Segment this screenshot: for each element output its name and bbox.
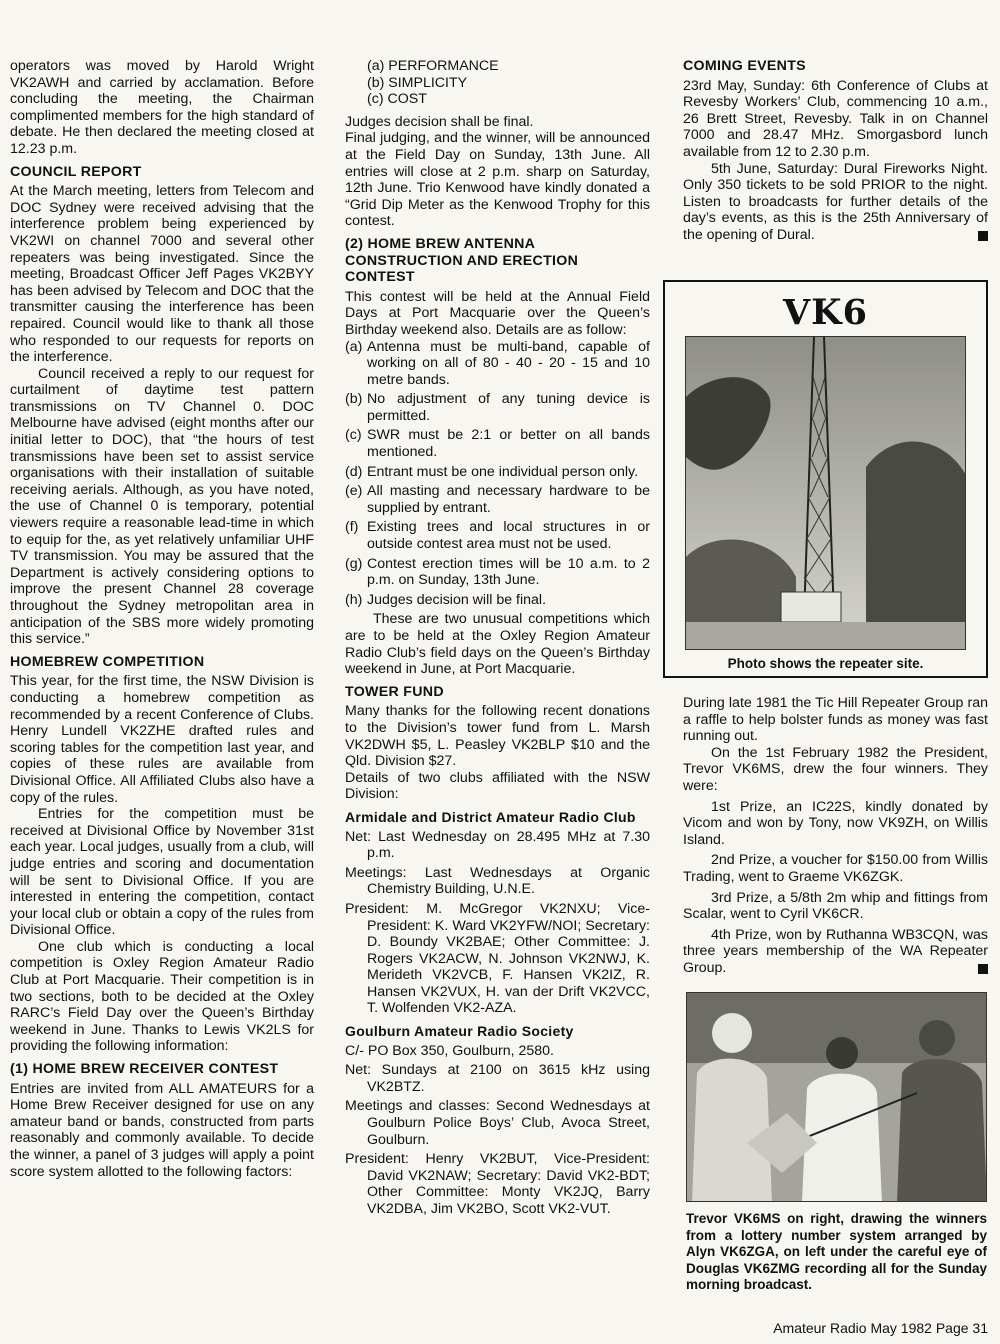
paragraph: These are two unusual competitions which are to be held at the Oxley Region Amateur Radio Club’s field days on the Queen’s Birthday weekend in June, at Port Macquarie.: [345, 611, 650, 678]
paragraph: Entries for the competition must be received at Divisional Office by November 31st each year. Local judges, usually from a club, will judge entries and scoring and documentation will be sent to Divisional Office. If you are interested in entering the competition, contact your local club or obtain a copy of the rules from Divisional Office.: [10, 806, 314, 939]
end-mark-icon: [978, 964, 988, 974]
paragraph: 5th June, Saturday: Dural Fireworks Night. Only 350 tickets to be sold PRIOR to the night. Listen to broadcasts for further details of the day’s events, as this is the 25th Anniversary of the opening of Dural.: [683, 160, 988, 243]
list-item: (b) SIMPLICITY: [367, 74, 468, 91]
people-illustration: [687, 993, 987, 1202]
paragraph: 1st Prize, an IC22S, kindly donated by Vicom and won by Tony, now VK9ZH, on Willis Island.: [683, 798, 988, 848]
heading-goulburn-society: Goulburn Amateur Radio Society: [345, 1023, 574, 1040]
paragraph: This contest will be held at the Annual Field Days at Port Macquarie over the Queen’s Birthday weekend also. Details are as follow:: [345, 288, 650, 338]
club-address: C/- PO Box 350, Goulburn, 2580.: [345, 1042, 554, 1059]
club-committee: President: Henry VK2BUT, Vice-President: David VK2NAW; Secretary: David VK2-BDT; Other Committee: Monty VK2JQ, Barry VK2DBA, Jim VK2BO, Scott VK2-VUT.: [345, 1151, 650, 1217]
vk6-repeater-box: [663, 280, 988, 678]
paragraph: One club which is conducting a local competition is Oxley Region Amateur Radio Club at Port Macquarie. Their competition is in two sections, both to be decided at the Oxley RARC’s Field Day over the Queen’s Birthday weekend in June. Thanks to Lewis VK2LS for providing the following information:: [10, 938, 314, 1055]
winners-draw-photo: [686, 992, 987, 1202]
club-net: Net: Last Wednesday on 28.495 MHz at 7.30 p.m.: [345, 828, 650, 862]
box-title: VK6: [783, 292, 868, 333]
column-2: [345, 58, 650, 1221]
list-item: (h) Judges decision will be final.: [345, 591, 547, 608]
paragraph: On the 1st February 1982 the President, Trevor VK6MS, drew the four winners. They were:: [683, 744, 988, 794]
heading-homebrew-competition: HOMEBREW COMPETITION: [10, 653, 205, 670]
paragraph: Details of two clubs affiliated with the NSW Division:: [345, 769, 650, 803]
club-committee: President: M. McGregor VK2NXU; Vice-President: K. Ward VK2YFW/NOI; Secretary: D. Boundy VK2BAE; Other Committee: J. Rogers VK2ACW, N. Johnson VK2NWJ, K. Merideth VK2VCB, F. Hansen VK2IZ, R. Hansen VK2VUX, H. van der Drift VK2VCC, T. Wolfenden VK2-AZA.: [345, 900, 650, 1017]
heading-antenna-contest: (2) HOME BREW ANTENNA CONSTRUCTION AND ERECTION CONTEST: [345, 235, 579, 286]
heading-council-report: COUNCIL REPORT: [10, 163, 142, 180]
photo-caption: Trevor VK6MS on right, drawing the winners from a lottery number system arranged by Alyn VK6ZGA, on left under the careful eye of Douglas VK6ZMG recording all for the Sunday morning broadcast.: [686, 1211, 987, 1292]
page-footer: Amateur Radio May 1982 Page 31: [773, 1320, 988, 1336]
list-item: (f) Existing trees and local structures in or outside contest area must not be used.: [345, 519, 650, 553]
list-item: (a) Antenna must be multi-band, capable of working on all of 80 - 40 - 20 - 15 and 10 metre bands.: [345, 338, 650, 388]
tower-illustration: [686, 337, 966, 650]
column-1: [10, 58, 314, 1180]
list-item: (c) SWR must be 2:1 or better on all bands mentioned.: [345, 427, 650, 461]
paragraph: 2nd Prize, a voucher for $150.00 from Willis Trading, went to Graeme VK6ZGK.: [683, 852, 988, 885]
paragraph: During late 1981 the Tic Hill Repeater Group ran a raffle to help bolster funds as money was fast running out.: [683, 695, 988, 745]
heading-coming-events: COMING EVENTS: [683, 58, 806, 74]
club-net: Net: Sundays at 2100 on 3615 kHz using VK2BTZ.: [345, 1062, 650, 1095]
club-meetings: Meetings: Last Wednesdays at Organic Chemistry Building, U.N.E.: [345, 864, 650, 898]
column-3: [683, 58, 988, 244]
list-item: (d) Entrant must be one individual person only.: [345, 463, 639, 480]
factor-list: [345, 58, 650, 108]
heading-tower-fund: TOWER FUND: [345, 683, 444, 700]
paragraph: Council received a reply to our request for curtailment of daytime test pattern transmissions on TV Channel 0. DOC Melbourne have advised (eight months after our initial letter to DOC), that “the hours of test transmissions have been set to assist service organisations with their installation of suitable receiving aerials. Although, as you have noted, the use of Channel 0 is temporary, potential viewers require a reasonable lead-time in which to equip for the, as yet relatively unfamiliar UHF TV transmission. You may be assured that the Department is actively considering options to improve the present Channel 28 coverage throughout the Sydney metropolitan area in anticipation of the SBS more widely promoting this service.”: [10, 365, 314, 648]
paragraph: At the March meeting, letters from Telecom and DOC Sydney were received advising that the interference problem being experienced by VK2WI on channel 7000 and several other repeaters was being investigated. Since the meeting, Broadcast Officer Jeff Pages VK2BYY has been advised by Telecom and DOC that the transmitter causing the interference has been repaired. Council would like to thank all those who responded to our requests for reports on the interference.: [10, 183, 314, 366]
column-3-lower: [683, 695, 988, 977]
heading-receiver-contest: (1) HOME BREW RECEIVER CONTEST: [10, 1061, 279, 1078]
paragraph: Many thanks for the following recent donations to the Division’s tower fund from L. Marsh VK2DWH $5, L. Peasley VK2BLP $10 and the Qld. Division $27.: [345, 703, 650, 770]
photo-caption: Photo shows the repeater site.: [727, 656, 924, 671]
club-meetings: Meetings and classes: Second Wednesdays at Goulburn Police Boys’ Club, Avoca Street, Goulburn.: [345, 1098, 650, 1148]
heading-armidale-club: Armidale and District Amateur Radio Club: [345, 808, 636, 825]
list-item: (a) PERFORMANCE: [367, 58, 499, 74]
paragraph: This year, for the first time, the NSW Division is conducting a homebrew competition as recommended by a recent Conference of Clubs. Henry Lundell VK2ZHE drafted rules and scoring tables for the competition last year, and copies of these rules are available from Divisional Office. All Affiliated Clubs also have a copy of the rules.: [10, 673, 314, 806]
paragraph: Judges decision shall be final.: [345, 113, 534, 130]
paragraph: Entries are invited from ALL AMATEURS for a Home Brew Receiver designed for use on any amateur band or bands, constructed from parts reasonably and commonly available. To decide the winner, a panel of 3 judges will apply a point score system allotted to the following factors:: [10, 1080, 314, 1180]
paragraph: 23rd May, Sunday: 6th Conference of Clubs at Revesby Workers’ Club, commencing 10 a.m., 26 Brett Street, Revesby. Talk in on Channel 7000 and 28.47 MHz. Smorgasbord lunch available from 12 to 2.30 p.m.: [683, 77, 988, 160]
rules-list: [345, 339, 650, 609]
paragraph: Final judging, and the winner, will be announced at the Field Day on Sunday, 13th June. All entries will close at 2 p.m. sharp on Saturday, 12th June. Trio Kenwood have kindly donated a “Grid Dip Meter as the Kenwood Trophy for this contest.: [345, 130, 650, 230]
paragraph: 3rd Prize, a 5/8th 2m whip and fittings from Scalar, went to Cyril VK6CR.: [683, 889, 988, 923]
list-item: (c) COST: [367, 91, 427, 108]
paragraph: operators was moved by Harold Wright VK2AWH and carried by acclamation. Before concluding the meeting, the Chairman complimented members for the high standard of debate. He then declared the meeting closed at 12.23 p.m.: [10, 58, 314, 157]
list-item: (b) No adjustment of any tuning device is permitted.: [345, 391, 650, 424]
end-mark-icon: [978, 231, 988, 241]
repeater-site-photo: [685, 336, 966, 650]
paragraph: 4th Prize, won by Ruthanna WB3CQN, was three years membership of the WA Repeater Group.: [683, 926, 988, 976]
list-item: (e) All masting and necessary hardware to be supplied by entrant.: [345, 483, 650, 516]
list-item: (g) Contest erection times will be 10 a.m. to 2 p.m. on Sunday, 13th June.: [345, 555, 650, 589]
